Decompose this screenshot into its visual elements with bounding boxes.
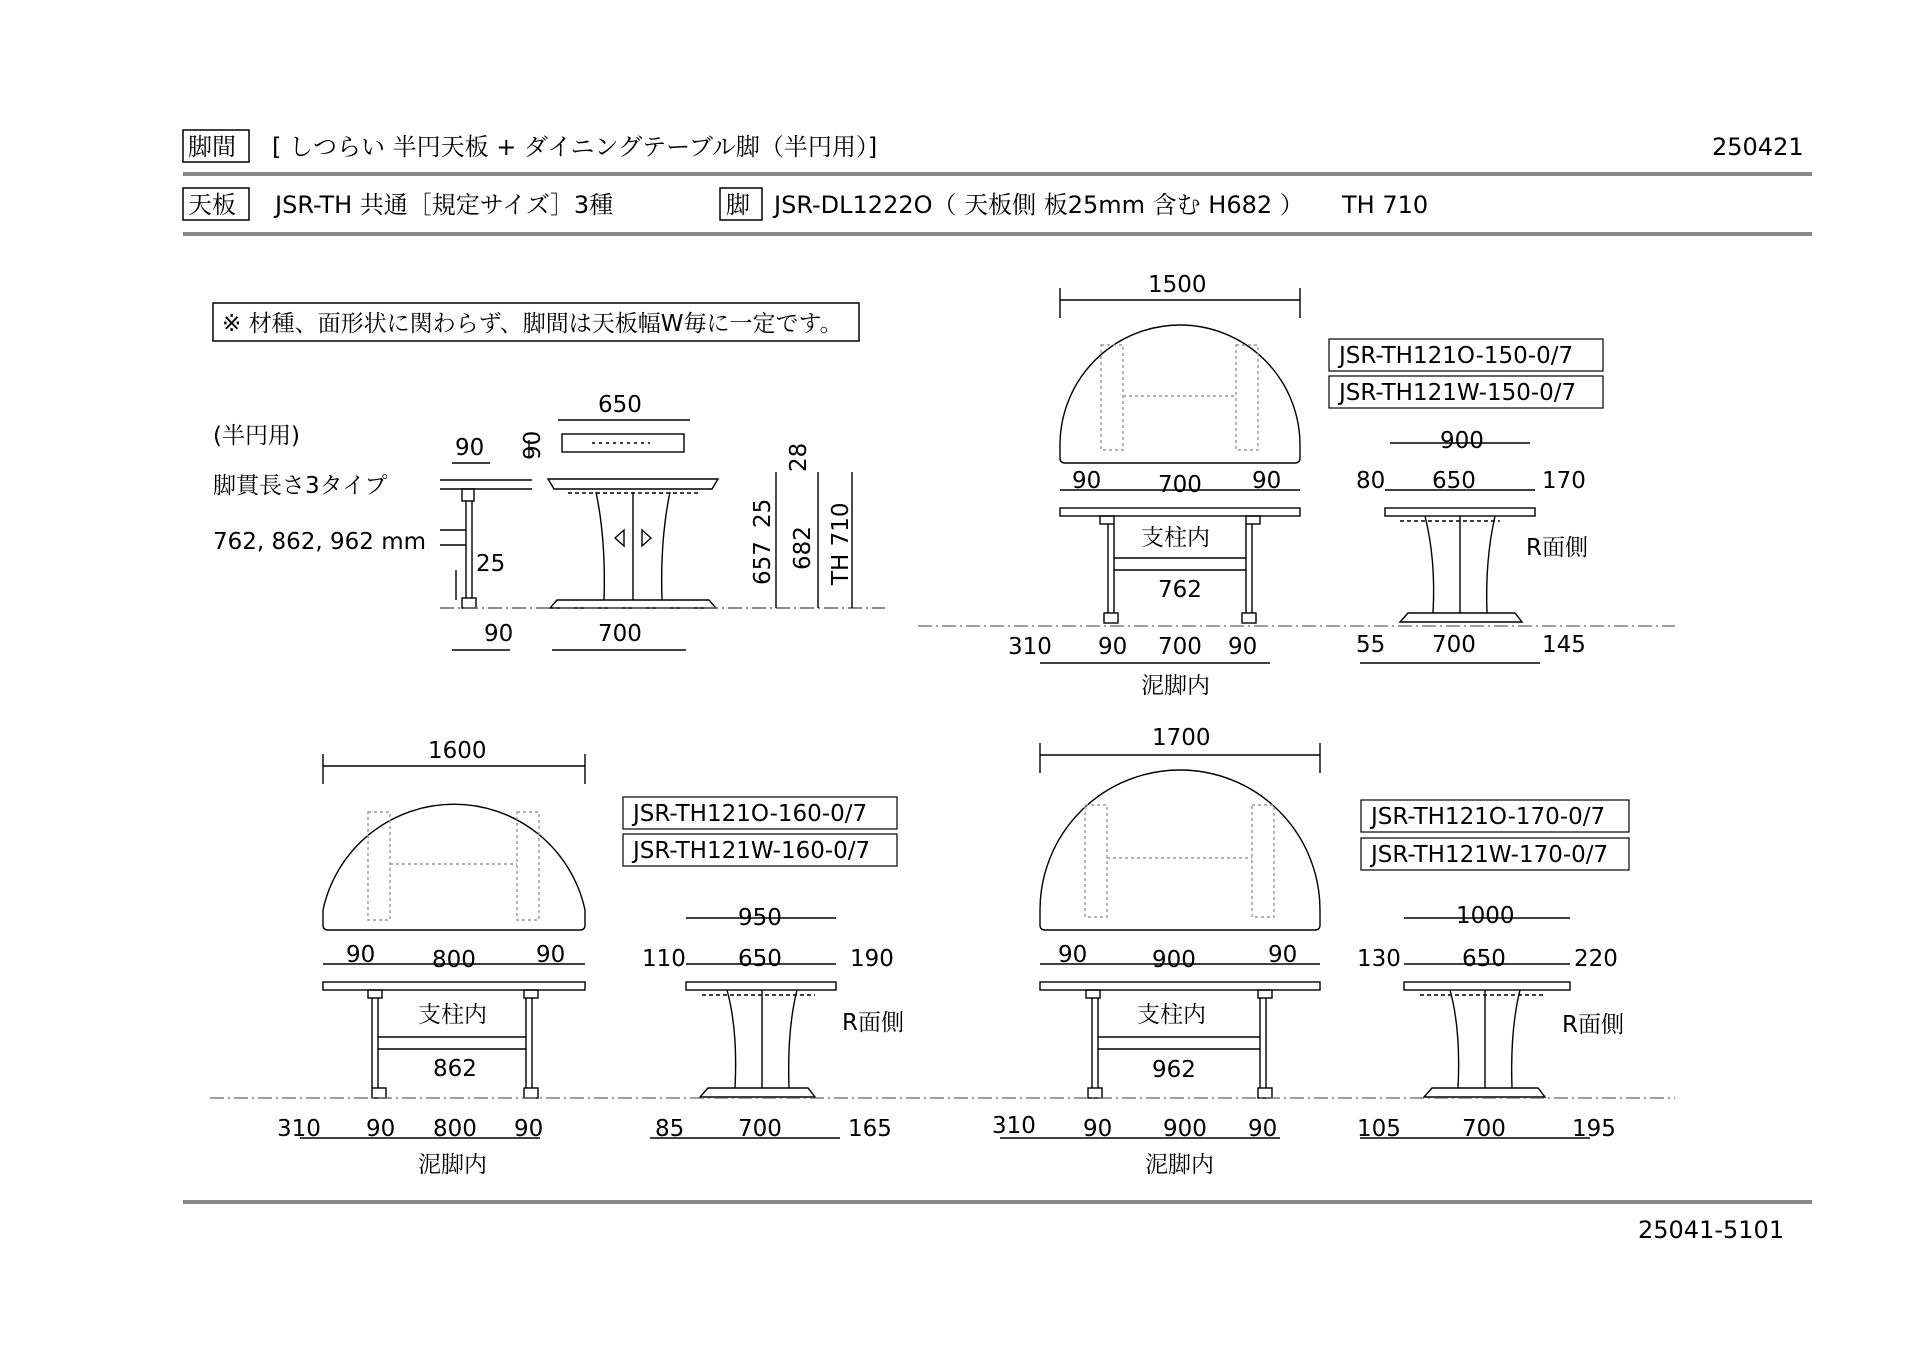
front-top-right: 90: [536, 942, 566, 968]
half-round-label: (半円用): [213, 423, 300, 449]
front-top-left: 90: [346, 942, 376, 968]
leg-spec: JSR-DL1222O（ 天板側 板25mm 含む H682 ）: [774, 191, 1304, 219]
side-mid-left: 110: [642, 946, 686, 972]
model-w: JSR-TH121W-160-0/7: [633, 838, 871, 864]
side-mid-right: 170: [1542, 468, 1586, 494]
dim-90-plate: 90: [520, 430, 546, 460]
dim-657: 657: [750, 541, 776, 585]
front-top-mid: 900: [1152, 947, 1196, 973]
front-bottom-0: 310: [1008, 634, 1052, 660]
foot-label: 泥脚内: [418, 1152, 487, 1178]
side-mid-center: 650: [1432, 468, 1476, 494]
rail-length: 762: [1158, 577, 1202, 603]
front-top-right: 90: [1268, 942, 1298, 968]
r-side-label: R面側: [1526, 535, 1588, 561]
front-bottom-2: 800: [433, 1116, 477, 1142]
post-cap: [462, 489, 474, 501]
side-top: 950: [738, 905, 782, 931]
dim-90-top: 90: [455, 435, 485, 461]
dim-th-710: TH 710: [828, 502, 854, 585]
inner-label: 支柱内: [1141, 525, 1210, 551]
model-o: JSR-TH121O-160-0/7: [633, 801, 868, 827]
front-bottom-0: 310: [992, 1113, 1036, 1139]
view-1500: [1008, 272, 1603, 699]
r-side-label: R面側: [842, 1010, 904, 1036]
front-bottom-1: 90: [366, 1116, 396, 1142]
rail-types-label: 脚貫長さ3タイプ: [213, 473, 388, 499]
view-1600: [277, 738, 904, 1178]
sheet-title: [ しつらい 半円天板 + ダイニングテーブル脚（半円用）]: [272, 133, 878, 161]
front-bottom-3: 90: [514, 1116, 544, 1142]
doc-number: 25041-5101: [1638, 1216, 1785, 1244]
dim-700-base: 700: [598, 621, 642, 647]
note-text: ※ 材種、面形状に関わらず、脚間は天板幅W毎に一定です。: [222, 311, 843, 337]
r-side-label: R面側: [1562, 1012, 1624, 1038]
foot-pad: [462, 598, 476, 608]
rail-lengths-label: 762, 862, 962 mm: [213, 529, 427, 555]
side-top: 1000: [1456, 903, 1515, 929]
foot-label: 泥脚内: [1141, 673, 1210, 699]
tag-1: 脚間: [188, 133, 236, 161]
side-mid-center: 650: [1462, 946, 1506, 972]
front-bottom-1: 90: [1098, 634, 1128, 660]
side-bottom-left: 55: [1356, 632, 1386, 658]
sheet-code: 250421: [1712, 133, 1804, 161]
pedestal-base: [550, 600, 716, 608]
model-o: JSR-TH121O-150-0/7: [1339, 343, 1574, 369]
foot-label: 泥脚内: [1145, 1152, 1214, 1178]
front-top-mid: 800: [432, 947, 476, 973]
front-bottom-1: 90: [1083, 1116, 1113, 1142]
front-bottom-0: 310: [277, 1116, 321, 1142]
front-bottom-3: 90: [1228, 634, 1258, 660]
dim-28: 28: [786, 442, 812, 472]
th-height: TH 710: [1342, 191, 1429, 219]
front-bottom-2: 900: [1163, 1116, 1207, 1142]
dim-25-foot: 25: [476, 551, 506, 577]
width-dim: 1700: [1152, 725, 1211, 751]
view-1700: [992, 725, 1629, 1178]
width-dim: 1500: [1148, 272, 1207, 298]
side-bottom-center: 700: [1432, 632, 1476, 658]
side-bottom-right: 165: [848, 1116, 892, 1142]
rail-length: 862: [433, 1056, 477, 1082]
rail-length: 962: [1152, 1057, 1196, 1083]
dim-25-plate: 25: [750, 498, 776, 528]
leg-side-detail: [440, 420, 885, 650]
side-bottom-right: 195: [1572, 1116, 1616, 1142]
side-bottom-left: 85: [655, 1116, 685, 1142]
model-w: JSR-TH121W-170-0/7: [1371, 842, 1609, 868]
tag-2: 天板: [188, 191, 236, 219]
dim-650: 650: [598, 392, 642, 418]
model-w: JSR-TH121W-150-0/7: [1339, 380, 1577, 406]
dim-682: 682: [790, 526, 816, 570]
side-bottom-right: 145: [1542, 632, 1586, 658]
front-top-right: 90: [1252, 468, 1282, 494]
side-mid-left: 130: [1357, 946, 1401, 972]
half-round-top-outline: [1060, 325, 1300, 463]
side-mid-center: 650: [738, 946, 782, 972]
pedestal-top: [548, 479, 718, 489]
side-bottom-center: 700: [1462, 1116, 1506, 1142]
front-bottom-3: 90: [1248, 1116, 1278, 1142]
front-top-left: 90: [1058, 942, 1088, 968]
side-top: 900: [1440, 428, 1484, 454]
side-bottom-left: 105: [1357, 1116, 1401, 1142]
half-round-top-outline: [1040, 770, 1320, 930]
model-o: JSR-TH121O-170-0/7: [1371, 804, 1606, 830]
front-top-mid: 700: [1158, 472, 1202, 498]
width-dim: 1600: [428, 738, 487, 764]
side-mid-right: 190: [850, 946, 894, 972]
front-bottom-2: 700: [1158, 634, 1202, 660]
inner-label: 支柱内: [418, 1002, 487, 1028]
front-top-left: 90: [1072, 468, 1102, 494]
half-round-top-outline: [323, 804, 585, 930]
inner-label: 支柱内: [1137, 1002, 1206, 1028]
header: [183, 130, 1812, 234]
side-mid-right: 220: [1574, 946, 1618, 972]
front-top: [1060, 508, 1300, 516]
tag-3: 脚: [726, 191, 750, 219]
top-spec: JSR-TH 共通［規定サイズ］3種: [275, 191, 614, 219]
side-mid-left: 80: [1356, 468, 1386, 494]
dim-90-foot: 90: [484, 621, 514, 647]
side-bottom-center: 700: [738, 1116, 782, 1142]
